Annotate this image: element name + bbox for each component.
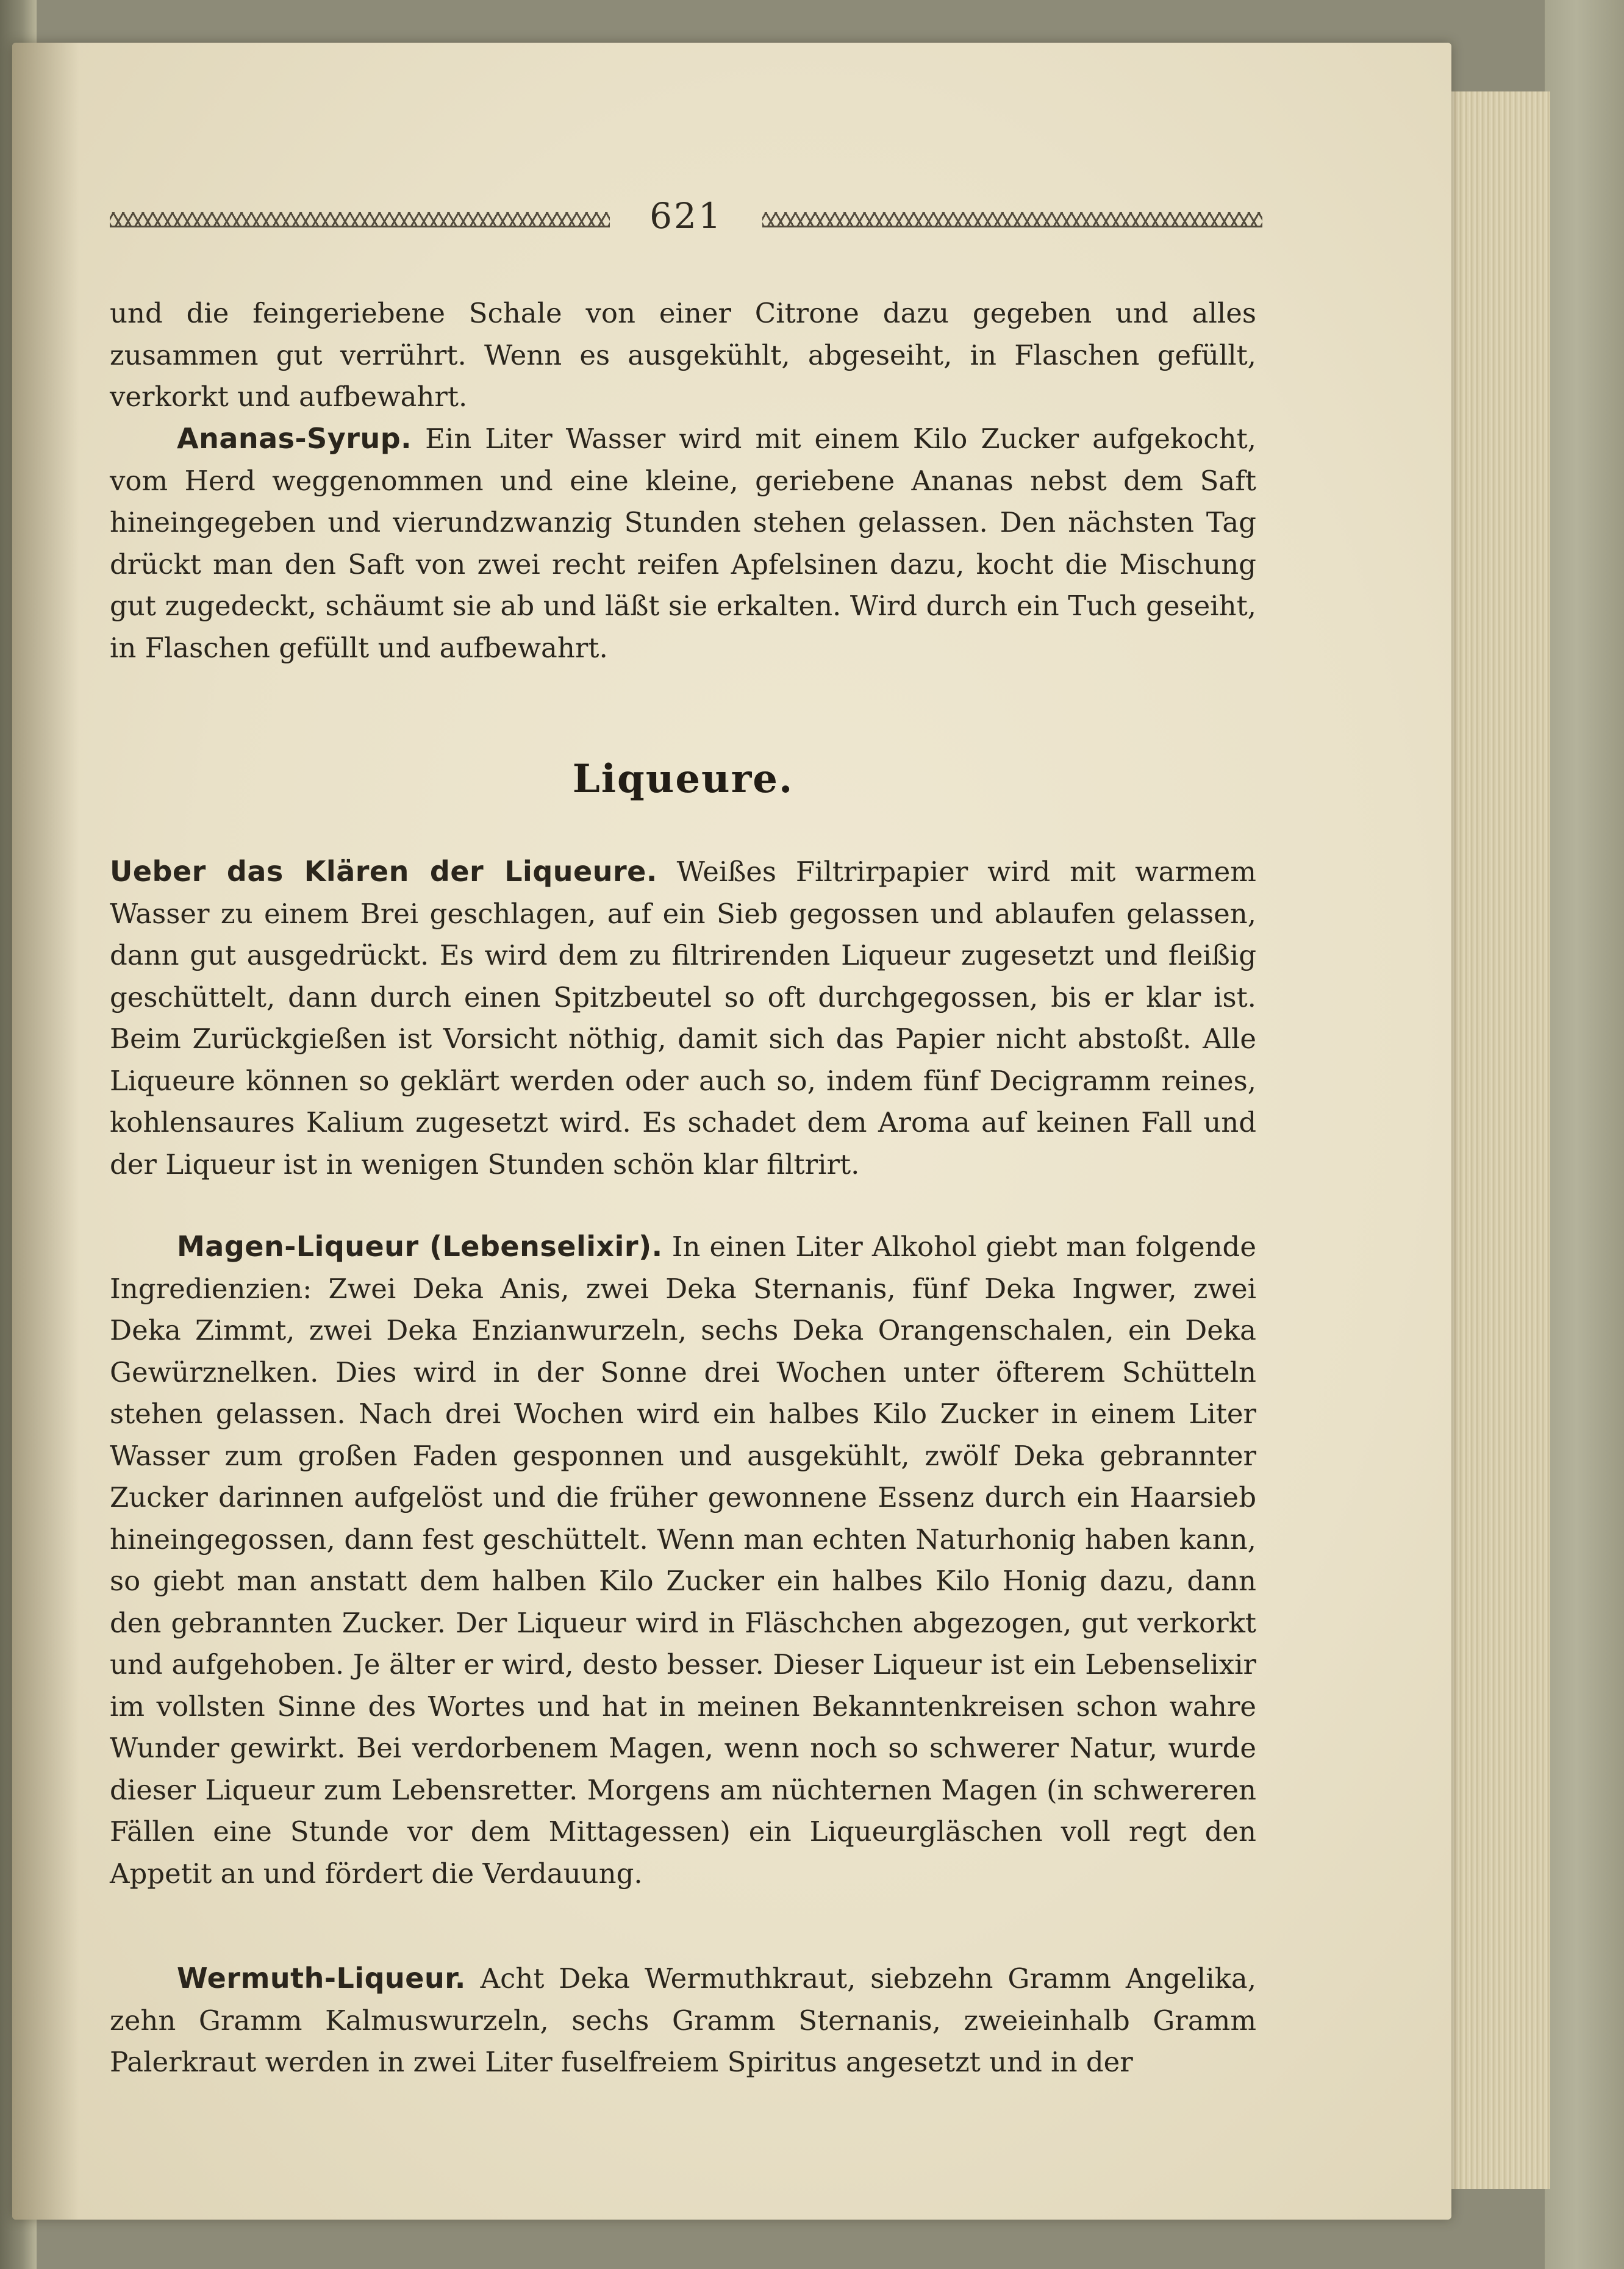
recipe-heading-magen: Magen-Liqueur (Lebenselixir). [177, 1230, 663, 1263]
recipe-heading-ananas: Ananas-Syrup. [177, 422, 412, 455]
page-number: 621 [649, 195, 723, 237]
recipe-ananas-syrup [110, 418, 1256, 669]
recipe-ueber-klaeren [110, 851, 1256, 1185]
recipe-text-ananas: Ein Liter Wasser wird mit einem Kilo Zucker aufgekocht, vom Herd weggenommen und eine kleine, geriebene Ananas nebst dem Saft hineingegeben und vierundzwanzig Stunden stehen gelassen. Den nächsten Tag drückt man den Saft von zwei recht reifen Apfelsinen dazu, kocht die Mischung gut zugedeckt, schäumt sie ab und läßt sie erkalten. Wird durch ein Tuch geseiht, in Flaschen gefüllt und aufbewahrt. [110, 423, 1256, 664]
continuation-paragraph [110, 293, 1256, 418]
recipe-text-wermuth: Acht Deka Wermuthkraut, siebzehn Gramm Angelika, zehn Gramm Kalmuswurzeln, sechs Gramm Sternanis, zweieinhalb Gramm Palerkraut werden in zwei Liter fuselfreiem Spiritus angesetzt und in der [110, 1962, 1256, 2078]
header-ornament-right [762, 212, 1262, 227]
section-title: Liqueure. [572, 756, 794, 802]
recipe-heading-wermuth: Wermuth-Liqueur. [177, 1962, 466, 1995]
recipe-magen-liqueur [110, 1226, 1256, 1895]
continuation-text: und die feingeriebene Schale von einer Citrone dazu gegeben und alles zusammen gut verrührt. Wenn es ausgekühlt, abgeseiht, in Flaschen gefüllt, verkorkt und aufbewahrt. [110, 297, 1256, 413]
page-header [110, 195, 1262, 244]
recipe-heading-ueber: Ueber das Klären der Liqueure. [110, 855, 657, 888]
recipe-wermuth-liqueur [110, 1957, 1256, 2084]
gutter-shadow [12, 43, 79, 2220]
page-edges [1439, 91, 1550, 2189]
book-cover [1545, 0, 1624, 2269]
recipe-text-magen: In einen Liter Alkohol giebt man folgende Ingredienzien: Zwei Deka Anis, zwei Deka Sternanis, fünf Deka Ingwer, zwei Deka Zimmt, zwei Deka Enzianwurzeln, sechs Deka Orangenschalen, ein Deka Gewürznelken. Dies wird in der Sonne drei Wochen unter öfterem Schütteln stehen gelassen. Nach drei Wochen wird ein halbes Kilo Zucker in einem Liter Wasser zum großen Faden gesponnen und ausgekühlt, zwölf Deka gebrannter Zucker darinnen aufgelöst und die früher gewonnene Essenz durch ein Haarsieb hineingegossen, dann fest geschüttelt. Wenn man echten Naturhonig haben kann, so giebt man anstatt dem halben Kilo Zucker ein halbes Kilo Honig dazu, dann den gebrannten Zucker. Der Liqueur wird in Fläschchen abgezogen, gut verkorkt und aufgehoben. Je älter er wird, desto besser. Dieser Liqueur ist ein Lebenselixir im vollsten Sinne des Wortes und hat in meinen Bekanntenkreisen schon wahre Wunder gewirkt. Bei verdorbenem Magen, wenn noch so schwerer Natur, wurde dieser Liqueur zum Lebensretter. Morgens am nüchternen Magen (in schwereren Fällen eine Stunde vor dem Mittagessen) ein Liqueurgläschen voll regt den Appetit an und fördert die Verdauung. [110, 1231, 1256, 1890]
recipe-text-ueber: Weißes Filtrirpapier wird mit warmem Wasser zu einem Brei geschlagen, auf ein Sieb gegossen und ablaufen gelassen, dann gut ausgedrückt. Es wird dem zu filtrirenden Liqueur zugesetzt und fleißig geschüttelt, dann durch einen Spitzbeutel so oft durchgegossen, bis er klar ist. Beim Zurückgießen ist Vorsicht nöthig, damit sich das Papier nicht abstoßt. Alle Liqueure können so geklärt werden oder auch so, indem fünf Decigramm reines, kohlensaures Kalium zugesetzt wird. Es schadet dem Aroma auf keinen Fall und der Liqueur ist in wenigen Stunden schön klar filtrirt. [110, 856, 1256, 1181]
